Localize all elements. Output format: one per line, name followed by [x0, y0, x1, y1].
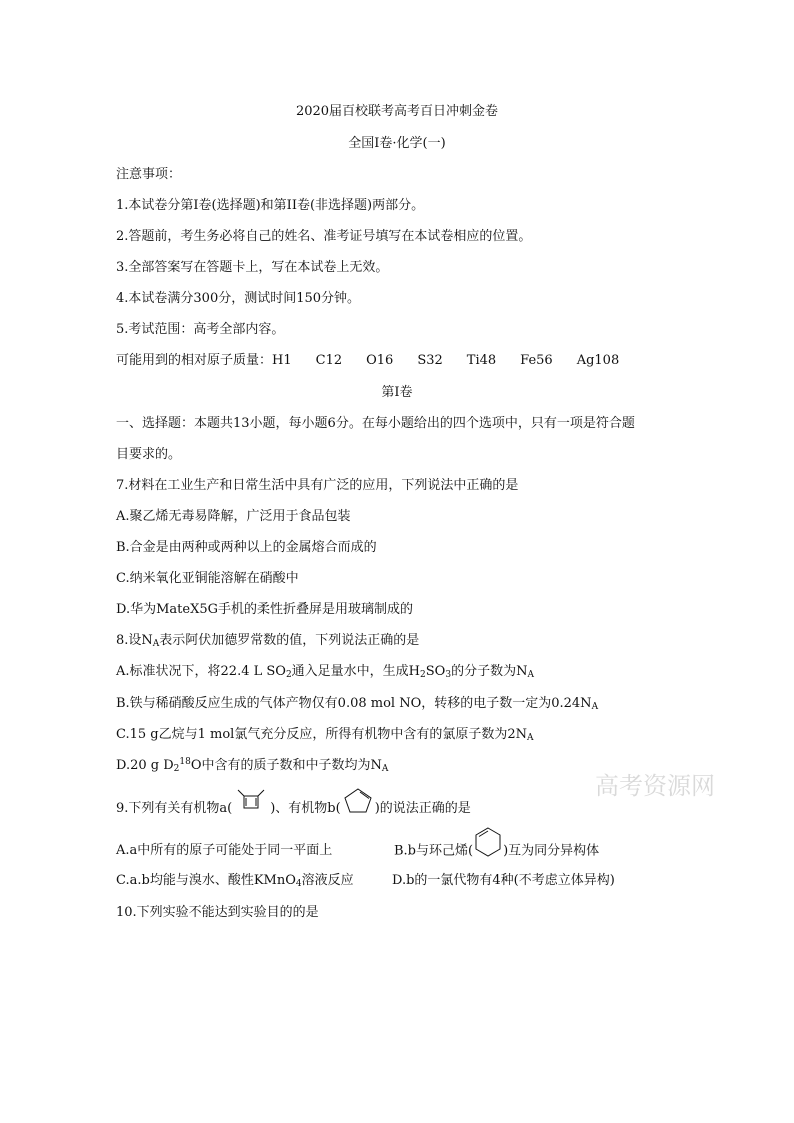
q8-a-text-2: 通入足量水中，生成H	[291, 664, 421, 679]
q7-option-c: C.纳米氧化亚铜能溶解在硝酸中	[116, 571, 299, 586]
q9-option-a: A.a中所有的原子可能处于同一平面上	[116, 843, 333, 858]
cyclohexene-structure-icon	[473, 825, 503, 859]
q8-a-sub-2: 2	[420, 670, 426, 680]
q8-option-a	[116, 664, 534, 680]
q10-stem: 10.下列实验不能达到实验目的的是	[116, 905, 319, 920]
q9-option-b	[394, 843, 599, 860]
q9-stem-text-3: )的说法正确的是	[374, 801, 471, 816]
q9-stem	[116, 801, 471, 817]
section-title: 第I卷	[381, 385, 413, 400]
q8-d-sub-2: A	[381, 764, 389, 774]
q8-a-sub-1: 2	[285, 670, 292, 680]
q9-option-c	[116, 873, 354, 889]
q8-stem-sub: A	[152, 639, 160, 649]
molecule-a-structure-icon	[232, 786, 270, 816]
atomic-mass-h: H1	[272, 353, 292, 368]
atomic-mass-label: 可能用到的相对原子质量：	[116, 353, 273, 368]
q8-stem-text: 8.设N	[116, 633, 153, 648]
q8-a-sub-3: 3	[445, 670, 452, 680]
q7-option-b: B.合金是由两种或两种以上的金属熔合而成的	[116, 540, 377, 555]
q9-b-text-2: )互为同分异构体	[503, 843, 600, 859]
q8-a-text-1: A.标准状况下，将22.4 L SO	[116, 664, 286, 679]
atomic-mass-c: C12	[315, 353, 343, 368]
q7-option-a: A.聚乙烯无毒易降解，广泛用于食品包装	[116, 509, 351, 524]
q8-d-text-2: O中含有的质子数和中子数均为N	[190, 758, 382, 773]
q7-stem: 7.材料在工业生产和日常生活中具有广泛的应用，下列说法中正确的是	[116, 478, 519, 493]
molecule-b-structure-icon	[341, 786, 375, 816]
q9-c-text-2: 溶液反应	[301, 873, 354, 888]
atomic-mass-fe: Fe56	[520, 353, 553, 368]
atomic-mass-o: O16	[366, 353, 394, 368]
q8-d-sub-1: 2	[173, 764, 180, 774]
q8-option-b	[116, 696, 598, 712]
atomic-mass-line	[116, 353, 619, 369]
q8-option-d	[116, 758, 388, 774]
notice-heading: 注意事项：	[116, 167, 182, 182]
q9-c-sub: 4	[295, 879, 302, 889]
q8-b-sub: A	[591, 702, 599, 712]
q8-c-text: C.15 g乙烷与1 mol氯气充分反应，所得有机物中含有的氯原子数为2N	[116, 727, 527, 742]
q8-stem	[116, 633, 419, 649]
q8-option-c	[116, 727, 533, 743]
notice-item-3: 3.全部答案写在答题卡上，写在本试卷上无效。	[116, 260, 389, 275]
q9-b-text-1: B.b与环己烯(	[394, 843, 474, 859]
q9-c-text-1: C.a.b均能与溴水、酸性KMnO	[116, 873, 296, 888]
q8-a-text-4: 的分子数为N	[451, 664, 528, 679]
q8-d-text-1: D.20 g D	[116, 758, 174, 773]
q7-option-d: D.华为MateX5G手机的柔性折叠屏是用玻璃制成的	[116, 602, 413, 617]
q8-b-text: B.铁与稀硝酸反应生成的气体产物仅有0.08 mol NO，转移的电子数一定为0.24N	[116, 696, 592, 711]
atomic-mass-ti: Ti48	[466, 353, 497, 368]
atomic-mass-ag: Ag108	[576, 353, 620, 368]
q8-d-sup: 18	[179, 757, 191, 767]
q8-a-sub-4: A	[527, 670, 534, 680]
notice-item-2: 2.答题前，考生务必将自己的姓名、准考证号填写在本试卷相应的位置。	[116, 229, 532, 244]
section-instructions-2: 目要求的。	[116, 447, 182, 462]
q9-option-d: D.b的一氯代物有4种(不考虑立体异构)	[392, 873, 615, 888]
atomic-mass-s: S32	[417, 353, 443, 368]
q8-a-text-3: SO	[425, 664, 446, 679]
q9-stem-text-2: )、有机物b(	[270, 801, 341, 816]
notice-item-5: 5.考试范围：高考全部内容。	[116, 322, 285, 337]
exam-title: 2020届百校联考高考百日冲刺金卷	[295, 104, 499, 119]
exam-subtitle: 全国I卷·化学(一)	[348, 136, 446, 151]
q8-stem-text-2: 表示阿伏加德罗常数的值，下列说法正确的是	[159, 633, 420, 648]
notice-item-4: 4.本试卷满分300分，测试时间150分钟。	[116, 291, 361, 306]
watermark: 高考资源网	[595, 772, 715, 800]
section-instructions-1: 一、选择题：本题共13小题，每小题6分。在每小题给出的四个选项中，只有一项是符合题	[116, 416, 635, 431]
q9-stem-text-1: 9.下列有关有机物a(	[116, 801, 233, 816]
q8-c-sub: A	[526, 733, 534, 743]
notice-item-1: 1.本试卷分第I卷(选择题)和第II卷(非选择题)两部分。	[116, 198, 425, 213]
